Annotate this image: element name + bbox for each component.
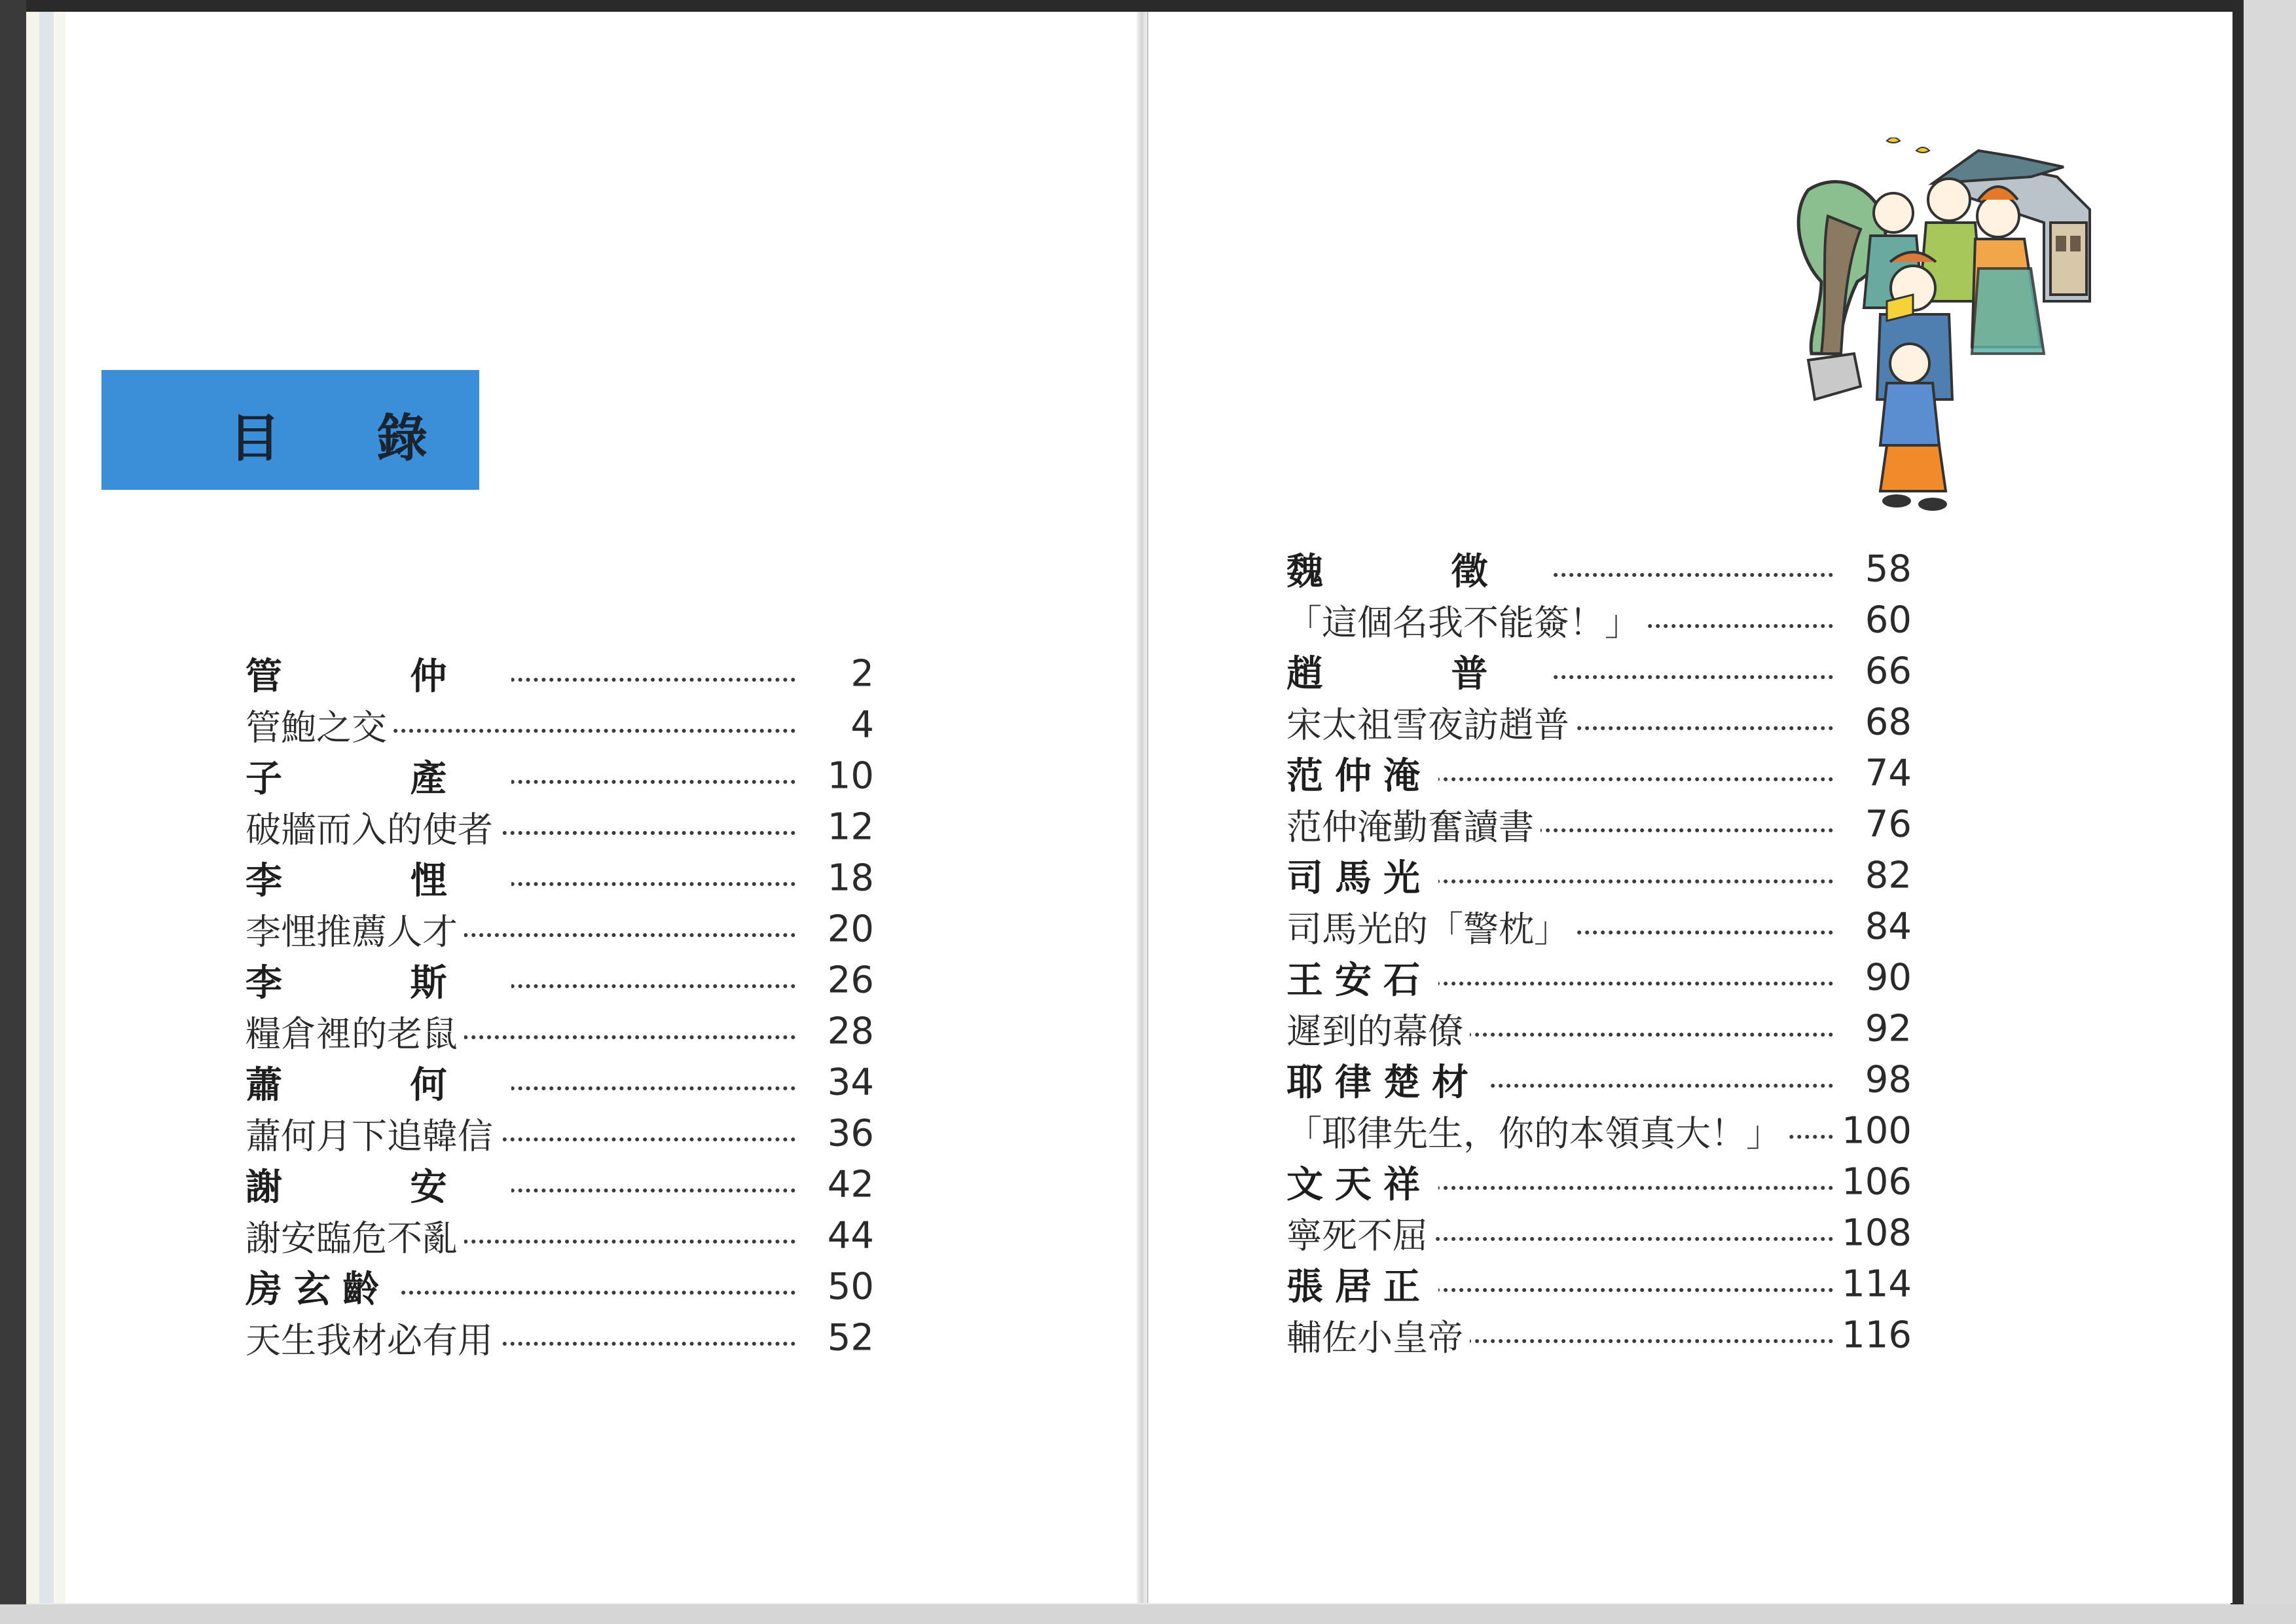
chapter-title: 趙 普 — [1286, 645, 1552, 697]
toc-entry[interactable] — [1286, 1105, 1912, 1156]
toc-entry[interactable] — [1286, 799, 1912, 850]
chapter-title: 耶律楚材 — [1286, 1054, 1487, 1106]
scan-edge-top — [0, 0, 2296, 12]
story-title: 破牆而入的使者 — [246, 802, 500, 853]
chapter-title: 李 悝 — [246, 852, 511, 904]
toc-title-banner — [101, 370, 479, 490]
toc-entry[interactable] — [246, 1057, 874, 1108]
chapter-title: 文天祥 — [1286, 1156, 1438, 1208]
toc-entry[interactable] — [1286, 1003, 1912, 1054]
toc-entry[interactable] — [1286, 697, 1912, 748]
page-number: 108 — [1842, 1211, 1912, 1255]
book-spine — [1137, 12, 1147, 1603]
story-title: 司馬光的「警枕」 — [1286, 902, 1576, 952]
chapter-title: 房玄齡 — [246, 1261, 397, 1313]
scan-edge-right — [2244, 0, 2296, 1624]
page-number: 100 — [1842, 1109, 1912, 1153]
toc-entry[interactable] — [1286, 1054, 1912, 1105]
page-number: 44 — [827, 1214, 874, 1257]
toc-entry[interactable] — [1286, 901, 1912, 952]
story-title: 蕭何月下追韓信 — [246, 1109, 500, 1159]
story-title: 范仲淹勤奮讀書 — [1286, 800, 1540, 850]
page-number: 106 — [1842, 1160, 1912, 1204]
page-number: 50 — [827, 1265, 874, 1308]
page-number: 84 — [1865, 905, 1912, 948]
toc-entry[interactable] — [246, 1210, 874, 1261]
story-title: 「耶律先生，你的本領真大！」 — [1286, 1106, 1788, 1156]
story-title: 管鮑之交 — [246, 700, 393, 750]
page-number: 10 — [827, 754, 874, 798]
page-number: 76 — [1865, 803, 1912, 846]
page-number: 52 — [827, 1316, 874, 1359]
story-title: 宋太祖雪夜訪趙普 — [1286, 697, 1576, 748]
page-number: 28 — [827, 1010, 874, 1053]
chapter-title: 子 產 — [246, 750, 511, 802]
chapter-title: 張居正 — [1286, 1258, 1438, 1310]
toc-entry[interactable] — [246, 750, 874, 802]
story-title: 李悝推薦人才 — [246, 904, 464, 955]
page-number: 60 — [1865, 599, 1912, 642]
toc-entry[interactable] — [246, 648, 874, 699]
toc-entry[interactable] — [1286, 1208, 1912, 1259]
cartoon-children-scene-illustration — [1782, 138, 2103, 517]
story-title: 寧死不屈 — [1286, 1208, 1434, 1259]
toc-entry[interactable] — [246, 1006, 874, 1057]
page-number: 114 — [1842, 1263, 1912, 1306]
page-number: 36 — [827, 1112, 874, 1155]
toc-entry[interactable] — [1286, 1310, 1912, 1361]
toc-entry[interactable] — [246, 1261, 874, 1312]
page-number: 34 — [827, 1061, 874, 1104]
scan-edge-bottom — [0, 1604, 2296, 1624]
page-number: 116 — [1842, 1314, 1912, 1357]
story-title: 「這個名我不能簽！」 — [1286, 595, 1647, 646]
page-number: 98 — [1865, 1058, 1912, 1101]
toc-entry[interactable] — [1286, 748, 1912, 799]
scan-edge-left — [0, 0, 26, 1624]
story-title: 輔佐小皇帝 — [1286, 1310, 1470, 1361]
page-number: 74 — [1865, 752, 1912, 795]
page-number: 66 — [1865, 650, 1912, 693]
toc-entry[interactable] — [246, 955, 874, 1006]
page-number: 26 — [827, 959, 874, 1002]
chapter-title: 李 斯 — [246, 954, 511, 1006]
chapter-title: 范仲淹 — [1286, 747, 1438, 800]
page-number: 90 — [1865, 956, 1912, 999]
page-number: 20 — [827, 908, 874, 951]
page-number: 92 — [1865, 1007, 1912, 1050]
toc-entry[interactable] — [1286, 952, 1912, 1003]
toc-entry[interactable] — [246, 1159, 874, 1210]
page-number: 42 — [827, 1163, 874, 1206]
page-number: 82 — [1865, 854, 1912, 897]
page-number: 4 — [850, 703, 874, 747]
chapter-title: 管 仲 — [246, 648, 511, 700]
toc-list-right — [1286, 544, 1912, 1361]
story-title: 遲到的幕僚 — [1286, 1004, 1470, 1054]
toc-entry[interactable] — [246, 699, 874, 750]
chapter-title: 王安石 — [1286, 951, 1438, 1004]
toc-entry[interactable] — [246, 1108, 874, 1159]
page-number: 18 — [827, 857, 874, 900]
page-number: 58 — [1865, 547, 1912, 591]
page-number: 12 — [827, 805, 874, 849]
chapter-title: 蕭 何 — [246, 1056, 511, 1109]
story-title: 糧倉裡的老鼠 — [246, 1006, 464, 1057]
story-title: 謝安臨危不亂 — [246, 1211, 464, 1261]
toc-entry[interactable] — [1286, 1259, 1912, 1310]
chapter-title: 司馬光 — [1286, 849, 1438, 902]
toc-entry[interactable] — [1286, 1156, 1912, 1208]
story-title: 天生我材必有用 — [246, 1313, 500, 1363]
toc-entry[interactable] — [246, 853, 874, 904]
page-number: 2 — [850, 652, 874, 695]
toc-entry[interactable] — [246, 1312, 874, 1363]
page-number: 68 — [1865, 701, 1912, 744]
chapter-title: 謝 安 — [246, 1158, 511, 1211]
toc-entry[interactable] — [1286, 646, 1912, 697]
toc-list-left — [246, 648, 874, 1363]
toc-entry[interactable] — [246, 904, 874, 955]
toc-title: 目 錄 — [229, 409, 467, 468]
chapter-title: 魏 徵 — [1286, 543, 1552, 595]
toc-entry[interactable] — [1286, 850, 1912, 901]
toc-entry[interactable] — [246, 802, 874, 853]
scan-edge-right-shadow — [2231, 0, 2244, 1624]
toc-entry[interactable] — [1286, 595, 1912, 646]
toc-entry[interactable] — [1286, 544, 1912, 595]
